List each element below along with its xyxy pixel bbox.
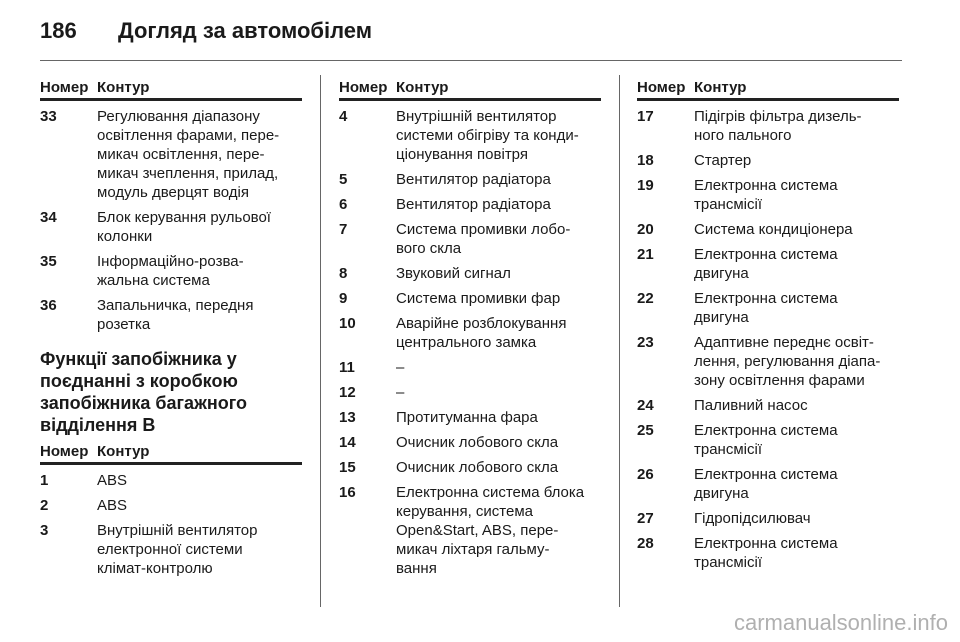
page-number: 186 — [40, 18, 77, 43]
fuse-circuit: Адаптивне переднє освіт- лення, регулювання діапа- зону освітлення фарами — [694, 334, 881, 389]
fuse-circuit: Стартер — [694, 152, 752, 169]
table-header — [339, 78, 601, 101]
fuse-circuit: Система кондиціонера — [694, 221, 853, 238]
fuse-circuit: Паливний насос — [694, 397, 808, 414]
column-2 — [339, 78, 601, 584]
fuse-number: 4 — [339, 108, 348, 125]
fuse-number: 7 — [339, 221, 348, 238]
fuse-number: 24 — [637, 397, 654, 414]
fuse-number: 6 — [339, 196, 348, 213]
fuse-circuit: Вентилятор радіатора — [396, 171, 551, 188]
fuse-number: 36 — [40, 297, 57, 314]
fuse-circuit: Протитуманна фара — [396, 409, 538, 426]
header-number: Номер — [40, 79, 89, 96]
fuse-number: 21 — [637, 246, 654, 263]
table-row — [339, 383, 601, 402]
fuse-number: 13 — [339, 409, 356, 426]
table-row — [637, 396, 899, 415]
fuse-number: 28 — [637, 535, 654, 552]
header-contour: Контур — [97, 79, 150, 96]
fuse-number: 15 — [339, 459, 356, 476]
table-row — [40, 521, 302, 578]
table-row — [40, 252, 302, 290]
fuse-circuit: Гідропідсилювач — [694, 510, 811, 527]
fuse-number: 3 — [40, 522, 49, 539]
fuse-circuit: Внутрішній вентилятор електронної системи клімат-контролю — [97, 522, 258, 577]
table-row — [339, 195, 601, 214]
fuse-number: 19 — [637, 177, 654, 194]
table-row — [637, 289, 899, 327]
header-number: Номер — [637, 79, 686, 96]
fuse-number: 14 — [339, 434, 356, 451]
fuse-circuit: – — [396, 359, 405, 376]
table-row — [339, 433, 601, 452]
table-row — [339, 458, 601, 477]
table-row — [339, 314, 601, 352]
table-row — [40, 496, 302, 515]
fuse-number: 20 — [637, 221, 654, 238]
column-divider — [619, 75, 620, 607]
fuse-number: 5 — [339, 171, 348, 188]
fuse-circuit: Очисник лобового скла — [396, 434, 559, 451]
fuse-circuit: – — [396, 384, 405, 401]
column-divider — [320, 75, 321, 607]
fuse-circuit: Електронна система двигуна — [694, 246, 838, 282]
fuse-number: 34 — [40, 209, 57, 226]
table-row — [40, 471, 302, 490]
fuse-circuit: Внутрішній вентилятор системи обігріву та конди- ціонування повітря — [396, 108, 579, 163]
table-header — [40, 78, 302, 101]
fuse-number: 22 — [637, 290, 654, 307]
fuse-circuit: Блок керування рульової колонки — [97, 209, 271, 245]
watermark: carmanualsonline.info — [733, 610, 948, 635]
fuse-number: 1 — [40, 472, 49, 489]
fuse-number: 12 — [339, 384, 356, 401]
header-number: Номер — [40, 443, 89, 460]
fuse-circuit: Електронна система трансмісії — [694, 535, 838, 571]
fuse-circuit: Вентилятор радіатора — [396, 196, 551, 213]
fuse-circuit: ABS — [97, 497, 128, 514]
header-contour: Контур — [396, 79, 449, 96]
table-row — [339, 289, 601, 308]
fuse-circuit: Електронна система двигуна — [694, 290, 838, 326]
table-row — [339, 358, 601, 377]
table-row — [339, 220, 601, 258]
table-row — [637, 176, 899, 214]
table-row — [339, 264, 601, 283]
fuse-number: 11 — [339, 359, 355, 376]
fuse-circuit: Електронна система трансмісії — [694, 177, 838, 213]
header-contour: Контур — [694, 79, 747, 96]
fuse-number: 17 — [637, 108, 654, 125]
table-row — [40, 208, 302, 246]
header-number: Номер — [339, 79, 388, 96]
table-row — [339, 483, 601, 578]
fuse-circuit: Регулювання діапазону освітлення фарами, пере- микач освітлення, пере- микач зчеплення, прилад, модуль дверцят водія — [97, 108, 280, 201]
fuse-circuit: ABS — [97, 472, 128, 489]
fuse-circuit: Очисник лобового скла — [396, 459, 559, 476]
section-heading: Функції запобіжника у поєднанні з коробкою запобіжника багажного відділення B — [40, 349, 247, 435]
table-row — [339, 408, 601, 427]
fuse-circuit: Запальничка, передня розетка — [97, 297, 254, 333]
table-row — [637, 107, 899, 145]
fuse-circuit: Електронна система трансмісії — [694, 422, 838, 458]
fuse-number: 10 — [339, 315, 356, 332]
fuse-circuit: Система промивки фар — [396, 290, 561, 307]
table-row — [637, 220, 899, 239]
fuse-number: 18 — [637, 152, 654, 169]
table-row — [637, 534, 899, 572]
column-3 — [637, 78, 899, 578]
header-contour: Контур — [97, 443, 150, 460]
page-title: Догляд за автомобілем — [118, 18, 373, 43]
table-row — [40, 296, 302, 334]
table-row — [637, 421, 899, 459]
column-1 — [40, 78, 302, 584]
table-header — [40, 442, 302, 465]
table-row — [339, 107, 601, 164]
table-row — [637, 245, 899, 283]
table-row — [637, 509, 899, 528]
fuse-number: 23 — [637, 334, 654, 351]
fuse-number: 33 — [40, 108, 57, 125]
fuse-number: 8 — [339, 265, 348, 282]
fuse-list — [40, 107, 302, 334]
table-header — [637, 78, 899, 101]
table-row — [637, 465, 899, 503]
fuse-number: 35 — [40, 253, 57, 270]
fuse-number: 2 — [40, 497, 49, 514]
table-row — [339, 170, 601, 189]
fuse-number: 26 — [637, 466, 654, 483]
fuse-circuit: Інформаційно-розва- жальна система — [97, 253, 244, 289]
fuse-number: 9 — [339, 290, 348, 307]
table-row — [40, 107, 302, 202]
fuse-list — [339, 107, 601, 578]
fuse-number: 25 — [637, 422, 654, 439]
fuse-circuit: Аварійне розблокування центрального замка — [396, 315, 567, 351]
fuse-list — [637, 107, 899, 572]
header-rule — [40, 60, 902, 61]
fuse-circuit: Звуковий сигнал — [396, 265, 511, 282]
fuse-circuit: Підігрів фільтра дизель- ного пального — [694, 108, 862, 144]
table-row — [637, 333, 899, 390]
fuse-circuit: Електронна система блока керування, система Open&Start, ABS, пере- микач ліхтаря гальму- вання — [396, 484, 585, 577]
fuse-circuit: Система промивки лобо- вого скла — [396, 221, 571, 257]
fuse-list — [40, 471, 302, 578]
fuse-number: 27 — [637, 510, 654, 527]
table-row — [637, 151, 899, 170]
fuse-number: 16 — [339, 484, 356, 501]
page-header — [40, 14, 900, 58]
fuse-circuit: Електронна система двигуна — [694, 466, 838, 502]
